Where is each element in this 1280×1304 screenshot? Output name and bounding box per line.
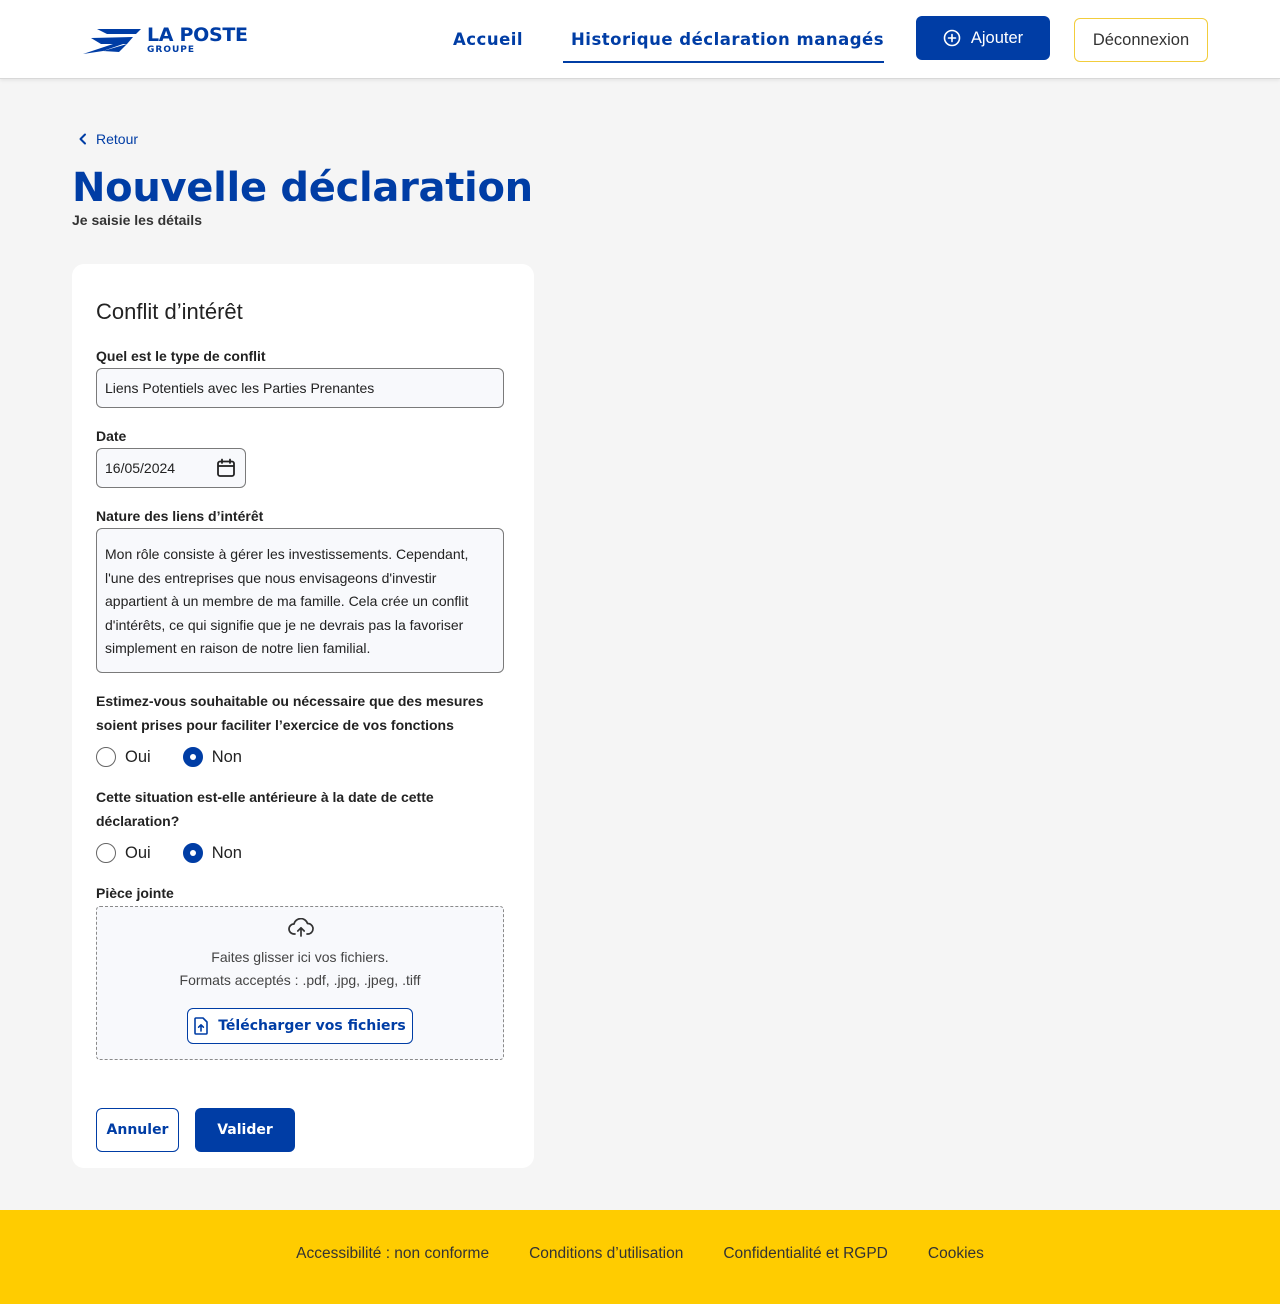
- header: [0, 0, 1280, 79]
- radio-circle-selected[interactable]: [183, 747, 203, 767]
- measures-radio-non[interactable]: [183, 747, 242, 767]
- calendar-icon[interactable]: [216, 458, 236, 478]
- plus-circle-icon: [943, 29, 961, 47]
- nav-home[interactable]: Accueil: [453, 30, 524, 49]
- radio-circle[interactable]: [96, 843, 116, 863]
- file-dropzone[interactable]: [96, 906, 504, 1060]
- back-link[interactable]: [78, 131, 138, 147]
- nav-active-indicator: [563, 61, 884, 63]
- cloud-upload-icon: [288, 918, 314, 938]
- nav-history[interactable]: Historique déclaration managés: [571, 30, 885, 49]
- submit-button-label: Valider: [217, 1122, 273, 1138]
- date-value: 16/05/2024: [105, 460, 176, 476]
- measures-question-line1: Estimez-vous souhaitable ou nécessaire que des mesures: [96, 693, 484, 709]
- logo-subtext: GROUPE: [147, 45, 196, 55]
- radio-label: Oui: [125, 747, 151, 766]
- measures-radio-group: [96, 747, 274, 767]
- declaration-form-card: [72, 264, 534, 1168]
- radio-label: Oui: [125, 843, 151, 862]
- file-upload-icon: [194, 1017, 208, 1035]
- dropzone-formats: Formats acceptés : .pdf, .jpg, .jpeg, .tiff: [179, 972, 421, 988]
- measures-question-line2: soient prises pour faciliter l’exercice de vos fonctions: [96, 717, 454, 733]
- date-field[interactable]: [96, 448, 246, 488]
- nature-textarea[interactable]: [96, 528, 504, 673]
- dropzone-instruction: Faites glisser ici vos fichiers.: [211, 949, 389, 965]
- prior-radio-group: [96, 843, 274, 863]
- la-poste-bird-icon: [83, 26, 145, 58]
- measures-radio-oui[interactable]: [96, 747, 151, 767]
- upload-files-label: Télécharger vos fichiers: [218, 1018, 406, 1034]
- nature-value: Mon rôle consiste à gérer les investissements. Cependant, l'une des entreprises que nous envisageons d'investir appartient à un membre de ma famille. Cela crée un conflit d'intérêts, ce qui signifie que je ne devrais pas la favoriser simplement en raison de notre lien familial.: [105, 546, 469, 656]
- footer-link-accessibility[interactable]: Accessibilité : non conforme: [296, 1245, 490, 1262]
- cancel-button-label: Annuler: [106, 1122, 169, 1138]
- date-label: Date: [96, 428, 127, 444]
- logout-button-label: Déconnexion: [1092, 30, 1190, 49]
- add-button-label: Ajouter: [970, 28, 1024, 47]
- conflict-type-value: Liens Potentiels avec les Parties Prenantes: [105, 380, 375, 396]
- conflict-type-label: Quel est le type de conflit: [96, 348, 266, 364]
- page-title: Nouvelle déclaration: [72, 165, 533, 211]
- add-button[interactable]: [916, 16, 1050, 60]
- section-title: Conflit d’intérêt: [96, 299, 243, 324]
- measures-question-label: [96, 689, 483, 737]
- chevron-left-icon: [78, 133, 88, 145]
- conflict-type-field[interactable]: [96, 368, 504, 408]
- logout-button[interactable]: [1074, 18, 1208, 62]
- prior-radio-non[interactable]: [183, 843, 242, 863]
- cancel-button[interactable]: [96, 1108, 179, 1152]
- prior-question-label: [96, 785, 434, 833]
- radio-label: Non: [211, 843, 242, 862]
- prior-radio-oui[interactable]: [96, 843, 151, 863]
- nature-label: Nature des liens d’intérêt: [96, 508, 264, 524]
- upload-files-button[interactable]: [187, 1008, 413, 1044]
- radio-circle[interactable]: [96, 747, 116, 767]
- footer-link-terms[interactable]: Conditions d’utilisation: [529, 1245, 684, 1262]
- radio-circle-selected[interactable]: [183, 843, 203, 863]
- la-poste-logo[interactable]: [83, 24, 253, 58]
- radio-label: Non: [211, 747, 242, 766]
- submit-button[interactable]: [195, 1108, 295, 1152]
- footer-links: [0, 1244, 1280, 1264]
- footer-link-cookies[interactable]: Cookies: [927, 1245, 984, 1262]
- logo-text: LA POSTE: [147, 24, 248, 46]
- footer: [0, 1210, 1280, 1304]
- back-link-label: Retour: [96, 131, 139, 147]
- prior-question-line1: Cette situation est-elle antérieure à la date de cette: [96, 789, 434, 805]
- attachment-label: Pièce jointe: [96, 885, 174, 901]
- prior-question-line2: déclaration?: [96, 813, 180, 829]
- page-subtitle: Je saisie les détails: [72, 212, 202, 228]
- footer-link-privacy[interactable]: Confidentialité et RGPD: [723, 1245, 888, 1262]
